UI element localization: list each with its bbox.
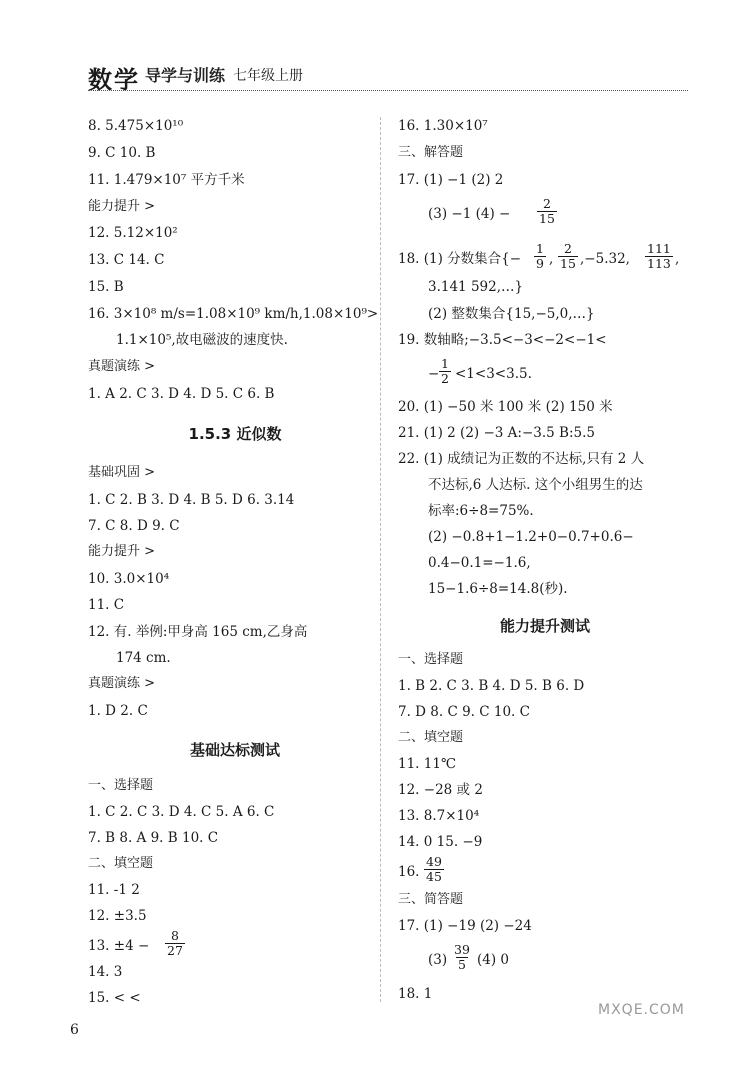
fraction — [165, 929, 185, 958]
fraction — [452, 943, 472, 972]
header-series: 导学与训练 — [145, 66, 226, 85]
fraction — [645, 242, 673, 271]
answer-line: 7. B 8. A 9. B 10. C — [88, 830, 219, 846]
section-label: 真题演练 > — [88, 359, 156, 374]
answer-line: 16. 1.30×10⁷ — [398, 118, 488, 134]
section-label: 一、选择题 — [88, 778, 154, 793]
answer-line: 不达标,6 人达标. 这个小组男生的达 — [428, 477, 643, 493]
header-grade: 七年级上册 — [233, 68, 303, 84]
answer-line: 13. ±4 − — [88, 938, 150, 954]
fraction — [424, 855, 444, 884]
answer-line: (2) −0.8+1−1.2+0−0.7+0.6− — [428, 529, 634, 545]
answer-line: <1<3<3.5. — [455, 366, 532, 382]
section-label: 真题演练 > — [88, 676, 156, 691]
answer-line: 15−1.6÷8=14.8(秒). — [428, 581, 568, 597]
answer-line: 13. C 14. C — [88, 252, 165, 268]
fraction-numerator: 2 — [542, 196, 551, 211]
section-label: 一、选择题 — [398, 652, 464, 667]
fraction-denominator: 5 — [457, 957, 466, 972]
section-label: 基础巩固 > — [88, 465, 156, 480]
answer-line: (3) — [428, 952, 448, 968]
fraction-denominator: 2 — [441, 371, 449, 386]
section-label: 三、简答题 — [398, 892, 464, 907]
fraction-denominator: 15 — [560, 256, 576, 271]
answer-line: 1. C 2. C 3. D 4. C 5. A 6. C — [88, 804, 275, 820]
section-title: 基础达标测试 — [189, 741, 280, 759]
watermark: MXQE.COM — [598, 1002, 685, 1018]
fraction-numerator: 111 — [647, 241, 671, 256]
fraction-numerator: 2 — [563, 241, 572, 256]
answer-line: 17. (1) −19 (2) −24 — [398, 918, 532, 934]
fraction — [439, 357, 451, 386]
fraction-denominator: 45 — [426, 869, 442, 884]
answer-line: 8. 5.475×10¹⁰ — [88, 118, 184, 134]
fraction — [534, 242, 546, 271]
answer-line: 18. (1) 分数集合{− — [398, 251, 522, 267]
fraction-numerator: 39 — [454, 942, 470, 957]
fraction-denominator: 15 — [539, 211, 555, 226]
section-title: 1.5.3 近似数 — [188, 425, 282, 443]
answer-line: 标率:6÷8=75%. — [428, 503, 534, 519]
answer-line: 19. 数轴略;−3.5<−3<−2<−1< — [398, 332, 607, 348]
answer-line: 12. 有. 举例:甲身高 165 cm,乙身高 — [88, 624, 308, 640]
section-label: 能力提升 > — [88, 544, 156, 559]
fraction-numerator: 8 — [170, 928, 179, 943]
answer-line: 11. -1 2 — [88, 882, 140, 898]
fraction — [558, 242, 578, 271]
answer-line: 10. 3.0×10⁴ — [88, 571, 170, 587]
answer-line: 9. C 10. B — [88, 145, 156, 161]
answer-line: 174 cm. — [116, 650, 171, 666]
answer-line: 16. — [398, 864, 420, 880]
section-label: 二、填空题 — [398, 730, 464, 745]
answer-line: 0.4−0.1=−1.6, — [428, 555, 531, 571]
answer-line: 14. 0 15. −9 — [398, 834, 483, 850]
answer-line: , — [549, 251, 554, 267]
fraction-numerator: 1 — [536, 241, 544, 256]
answer-line: 22. (1) 成绩记为正数的不达标,只有 2 人 — [398, 451, 645, 467]
fraction-denominator: 113 — [647, 256, 671, 271]
answer-line: 12. −28 或 2 — [398, 782, 483, 798]
answer-line: 13. 8.7×10⁴ — [398, 808, 480, 824]
section-label: 二、填空题 — [88, 856, 154, 871]
header-rule — [88, 90, 688, 91]
fraction-numerator: 49 — [426, 854, 442, 869]
section-label: 能力提升 > — [88, 199, 156, 214]
answer-line: − — [428, 366, 440, 382]
column-divider — [380, 117, 381, 1002]
answer-line: 1.1×10⁵,故电磁波的速度快. — [116, 332, 288, 348]
answer-line: (3) −1 (4) − — [428, 206, 511, 222]
fraction-denominator: 27 — [167, 943, 183, 958]
answer-line: 12. ±3.5 — [88, 908, 147, 924]
answer-line: 1. B 2. C 3. B 4. D 5. B 6. D — [398, 678, 585, 694]
answer-line: 15. < < — [88, 990, 141, 1006]
page-header — [88, 60, 688, 92]
answer-line: 20. (1) −50 米 100 米 (2) 150 米 — [398, 399, 613, 415]
answer-line: 11. 1.479×10⁷ 平方千米 — [88, 172, 245, 188]
section-title: 能力提升测试 — [499, 617, 590, 635]
answer-line: 21. (1) 2 (2) −3 A:−3.5 B:5.5 — [398, 425, 595, 441]
answer-line: 14. 3 — [88, 964, 123, 980]
answer-line: 17. (1) −1 (2) 2 — [398, 172, 504, 188]
answer-line: 7. D 8. C 9. C 10. C — [398, 704, 530, 720]
fraction-denominator: 9 — [536, 256, 544, 271]
answer-line: 12. 5.12×10² — [88, 225, 178, 241]
answer-line: (4) 0 — [477, 952, 510, 968]
header-subject: 数学 — [88, 65, 140, 94]
fraction-numerator: 1 — [441, 356, 449, 371]
answer-line: 1. A 2. C 3. D 4. D 5. C 6. B — [88, 386, 275, 402]
answer-line: ,−5.32, — [580, 251, 630, 267]
answer-line: 11. 11℃ — [398, 756, 457, 772]
section-label: 三、解答题 — [398, 145, 464, 160]
page-number: 6 — [70, 1022, 79, 1038]
answer-line: 7. C 8. D 9. C — [88, 518, 180, 534]
fraction — [537, 197, 557, 226]
answer-line: 3.141 592,…} — [428, 279, 524, 295]
answer-line: 18. 1 — [398, 986, 433, 1002]
answer-line: 1. D 2. C — [88, 703, 148, 719]
answer-line: , — [675, 251, 680, 267]
answer-line: 11. C — [88, 597, 125, 613]
answer-line: 1. C 2. B 3. D 4. B 5. D 6. 3.14 — [88, 492, 295, 508]
answer-line: 15. B — [88, 279, 124, 295]
answer-line: (2) 整数集合{15,−5,0,…} — [428, 306, 595, 322]
answer-line: 16. 3×10⁸ m/s=1.08×10⁹ km/h,1.08×10⁹> — [88, 306, 379, 322]
